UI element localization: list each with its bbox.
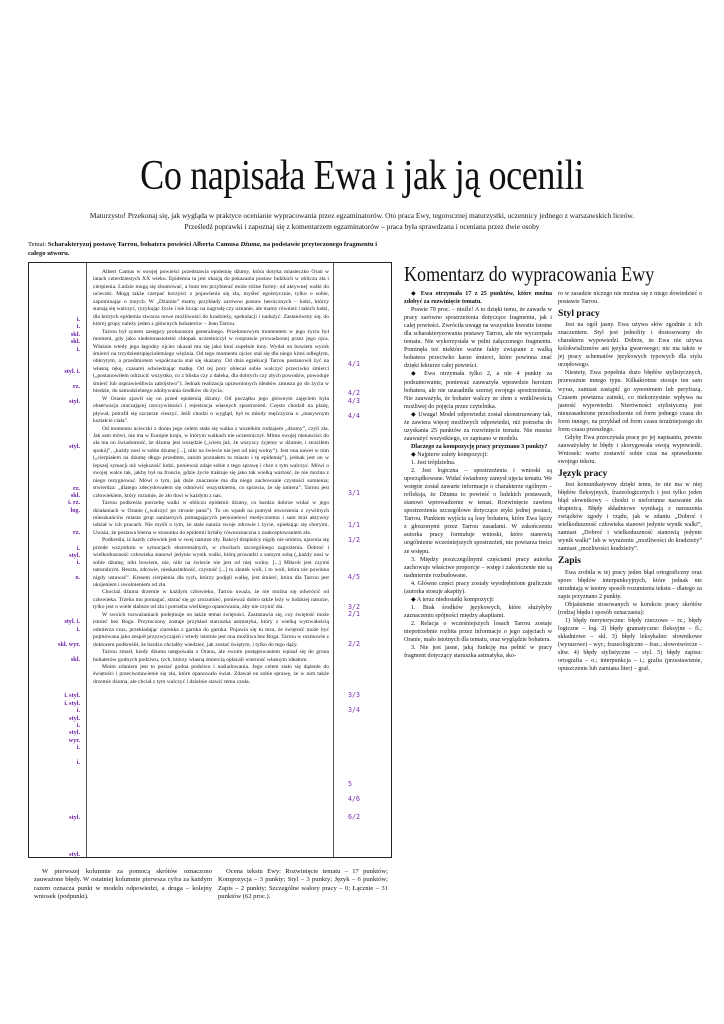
error-mark: i. (76, 545, 80, 552)
essay-paragraph: W Oranie zjawił się on przed epidemią dżumy. Od początku jego głównym zajęciem była obserwacja otaczającej rzeczywistości i rejestracja własnych spostrzeżeń. Często chodził na plażę, pływał, potrafił się szczerze cieszyć. Jeśli chodzi o wygląd, był to młody mężczyzna o „masywnym kształcie ciała”. (93, 395, 329, 425)
comment-paragraph: 1. Jest trójdzielna. (411, 459, 456, 466)
comment-paragraph: ◆ Ewa otrzymała 17 z 25 punktów, które można zdobyć za rozwinięcie tematu. (404, 291, 552, 306)
essay-topic (28, 240, 378, 258)
comment-paragraph: Jest komunikatywny dzięki temu, że nie ma w niej błędów fleksyjnych, frazeologicznych i jest tylko jeden błąd słownikowy – chodzi o nieforunne nazwanie zła drapieżcą. Błędy składniowe wynikają z naruszenia związków zgody i rządu, jak w zdaniu „Dobroć i wielkoduszność człowieka stanowi jedynie wynik walki”, zamiast „Dobroć i wielkoduszność stanowią jedynie wynik walki” lub w wyrażeniu „możliwości do kradzieży” zamiast „możliwości kradzieży”. (558, 482, 702, 553)
essay-paragraph: Chociaż dżuma drzemie w każdym człowieku, Tarrou uważa, że nie można się odwrócić od człowieka. Trzeba mu pomagać, starać się go zrozumieć, ponieważ dobro także leży w ludzkiej naturze, tylko jest o wiele słabsze od zła i potrzeba wielkiego opanowania, aby nie czynić zła. (93, 589, 329, 611)
error-mark: i. styl. (64, 700, 80, 707)
topic-book-title: Dżuma (240, 241, 260, 248)
essay-box (28, 262, 392, 858)
error-mark: styl. (69, 715, 80, 722)
error-mark: styl. (69, 814, 80, 821)
error-mark: rz. (72, 383, 80, 390)
comment-paragraph: Prawie 70 proc. – nieźle! A to dzięki temu, że zawarła w pracy zarówno spostrzeżenia dotyczące fragmentu, jak i całej powieści. Zwróciła uwagę na wszystkie kwestie istotne dla scharakteryzowania postawy Tarrou, ale nie wyczerpała tematu. Nie wykorzystała w pełni załączonego fragmentu. Pominęła też niektóre ważne fakty związane z walką bohatera przeciwko karze śmierci, które powinna znać dzięki lekturze całej powieści. (404, 307, 552, 370)
comment-paragraph: 2. Jest logiczna – spostrzeżenia i wnioski są uporządkowane. Widać świadomy zamysł ujęcia tematu. We wstępie został zawarte informacje o charakterze ogólnym – refleksja, że Dżuma to powieść o ludzkich postawach, stanowi wprowadzenie w temat. Rozwinięcie zawiera spostrzeżenia szczegółowe dotyczące etyki jednej postaci, Tarrou. Punktem wyjścia są losy bohatera, które Ewa łączy z głoszonymi przez Tarrou zasadami. W zakończeniu autorka pracy formułuje wnioski, które stanowią uogólnienie wcześniejszych spostrzeżeń, nie powtarza treści ze wstępu. (404, 468, 552, 555)
error-mark: i. (76, 744, 80, 751)
comment-heading: Zapis (558, 555, 581, 567)
error-mark: i. (76, 626, 80, 633)
score-summary: Ocena tekstu Ewy: Rozwinięcie tematu – 17 punktów; Kompozycja – 3 punkty; Styl – 3 punkty; Język – 6 punktów; Zapis – 2 punkty; Szczególne walory pracy – 0; Łącznie – 31 punktów (62 proc.). (218, 868, 388, 901)
error-marks-column (29, 263, 87, 857)
score-mark: 4/6 (348, 795, 360, 803)
comment-column-2 (558, 290, 702, 673)
score-mark: 4/2 (348, 389, 360, 397)
comment-column-1 (404, 290, 552, 660)
score-mark: 3/3 (348, 691, 360, 699)
score-mark: 3/1 (348, 489, 360, 497)
lead-line-2: Prześledź poprawki i zapoznaj się z komentarzem egzaminatorów – praca była sprawdzana i oceniana przez dwie osoby (184, 222, 540, 231)
comment-paragraph: 3. Nie jest jasne, jaką funkcję ma pełnić w pracy fragment dotyczący staruszka astmatyka, sko- (404, 645, 552, 660)
error-mark: i. (76, 559, 80, 566)
essay-paragraph: Tarrou był synem zastępcy prokuratora generalnego. Przełomowym momentem w jego życiu był moment, gdy jako siedemnastoletni chłopak uczestniczył w rozprawie prowadzonej przez jego ojca. Właśnie wtedy jego łagodny ojciec ukazał mu się jako ktoś zupełnie inny. Wydał on bowiem wyrok śmierci na trzydziestopięcioletniego więźnia. Od tego momentu ojciec stał się dla niego kimś odległym, obkrytym, a przedmiotem współczucia stał się skazany. Od dnia egzekucji Tarrou postanowił żyć na własną rękę, czasami odwiedzając matkę. Od tej pory obiecał sobie walczyć przeciwko śmierci („postanowiłem odrzucić wszystko, co z bliska czy z daleka, dla dobrych czy złych powodów, powoduje śmierć lub usprawiedliwia zabójstwo”). Jednak realizacja uprawnionych ideałów zmusza go do życia w biedzie, do samodzielnego zdobywania środków do życia. (93, 328, 329, 395)
error-mark: i. (76, 759, 80, 766)
lead-line-1: Maturzysto! Przekonaj się, jak wygląda w praktyce ocenianie wypracowania przez egzaminatorów. Oto praca Ewy, tegorocznej maturzystki, uczennicy jednego z warszawskich liceów. (89, 211, 635, 220)
error-mark: i. (76, 707, 80, 714)
error-mark: skł. (70, 338, 80, 345)
comment-paragraph: Jest na ogół jasny. Ewa używa słów zgodnie z ich znaczeniem. Styl jest jednolity i dostosowany do charakteru wypowiedzi. Dobrze, że Ewa nie używa kolokwializmów ani języka gwarowego; nie ma także w jej pracy schematów językowych typowych dla stylu urzędowego. (558, 322, 702, 369)
score-mark: 4/1 (348, 360, 360, 368)
error-mark: styl. (69, 443, 80, 450)
error-mark: i. styl. (64, 692, 80, 699)
score-mark: 4/4 (348, 412, 360, 420)
comment-paragraph: 3. Między poszczególnymi częściami pracy autorka zachowuje właściwe proporcje – wstęp i zakończenie nie są nadmiernie rozbudowane. (404, 556, 552, 579)
comment-paragraph: ro w zasadzie niczego nie można się z niego dowiedzieć o postawie Tarrou. (558, 291, 702, 306)
error-mark: styl. (69, 851, 80, 858)
score-mark: 1/1 (348, 521, 360, 529)
score-mark: 3/4 (348, 706, 360, 714)
topic-text: Scharakteryzuj postawę Tarrou, bohatera powieści Alberta Camusa (47, 241, 241, 248)
comment-paragraph: ◆ Uwaga! Model odpowiedzi został skonstruowany tak, że zawiera więcej możliwych odpowiedzi, niż potrzeba do uzyskania 25 punktów za rozwinięcie tematu. Nie musisz zauważyć wszystkiego, co zapisano w modelu. (404, 411, 552, 442)
error-mark: i. (76, 346, 80, 353)
essay-paragraph: Moim zdaniem jest to postać godna podziwu i naśladowania. Jego celem stało się dążenie do świętości i przeciwstawienie się złu, które opanowało świat. Zdawał on sobie sprawę, że w nim także drzemie dżuma, ale chciał z tym walczyć i dzielnie stawić temu czoła. (93, 664, 329, 685)
error-mark: i. (76, 323, 80, 330)
score-mark: 6/2 (348, 813, 360, 821)
comment-paragraph: Gdyby Ewa przeczytała pracę po jej napisaniu, pewnie zauważyłaby te błędy i skorygowała swoją wypowiedź. Wniosek: warto zostawić sobie czas na sprawdzenie swojego tekstu. (558, 434, 702, 465)
comment-title: Komentarz do wypracowania Ewy (404, 262, 655, 286)
error-mark: skł. (70, 492, 80, 499)
comment-paragraph: ◆ Najpierw zalety kompozycji: (411, 451, 488, 458)
error-mark: rz. (72, 485, 80, 492)
error-mark: rz. (72, 529, 80, 536)
comment-paragraph: 1) błędy merytoryczne: błędy rzeczowe – rz.; błędy logiczne – log. 2) błędy gramatyczne: fleksyjne – fl.; składniowe – skł. 3) błędy leksykalne: słownikowe (wyrazowe) – wyr.; frazeologiczne – fraz.; słowotwórcze – sltw. 4) błędy stylistyczne – styl. 5) błędy zapisu: ortografia – o.; interpunkcja – i.; grafia (przestawienie, opuszczenie lub zamiana liter) – graf. (558, 617, 702, 673)
error-mark: skł. wyr. (58, 641, 80, 648)
topic-tail: , na podstawie przytoczonego fragmentu i całego utworu. (28, 241, 378, 257)
comment-paragraph: ◆ Ewa otrzymała tylko 2, a nie 4 punkty za podsumowanie, ponieważ zauważyła wprawdzie heroizm bohatera, ale nie uzasadniła szerzej swojego spostrzeżenia. Nie zauważyła, że bohater walczy ze złem z wnikliwością możliwej do pojęcia przez czytelnika. (404, 371, 552, 410)
score-mark: 5 (348, 780, 352, 788)
error-mark: i. (76, 316, 80, 323)
legend-note: W pierwszej kolumnie za pomocą skrótów oznaczono zauważone błędy. W ostatniej kolumnie pierwsza cyfra za każdym razem oznacza punkt w modelu odpowiedzi, a druga – kolejny wniosek (podpunkt). (34, 868, 212, 901)
error-mark: styl. i. (64, 618, 80, 625)
comment-paragraph: 1. Brak środków językowych, które służyłyby zaznaczeniu spójności między akapitami. (404, 604, 552, 619)
comment-paragraph: Dlaczego za kompozycję pracy przyznano 3 punkty? (411, 443, 548, 450)
comment-paragraph: Objaśnienie stosowanych w korekcie pracy skrótów (rodzaj błędu i sposób oznaczania): (558, 601, 702, 616)
error-mark: i. (76, 722, 80, 729)
comment-paragraph: ◆ A teraz niedostatki kompozycji: (411, 596, 495, 603)
essay-paragraph: W swoich rozważaniach podejmuje on także temat świętości. Zastanawia się, czy świętość może istnieć bez Boga. Przytoczony zostaje przykład staruszka astmatyka, który z wielką wytrwałością odmierza czas, przekładając ziarenka z garnka do garnka. Pojawia się tu teza, że świętość może być pojmowana jako zespół przyzwyczajeń i wtedy istotnie jest ona możliwa bez Boga. Tarrou w rozmowie z doktorem podkreślił, że bardzo chciałby wiedzieć, jak zostać świętym, i tylko do tego dąży. (93, 611, 329, 648)
comment-heading: Język pracy (558, 467, 608, 479)
score-mark: 2/1 (348, 610, 360, 618)
error-mark: styl. (69, 398, 80, 405)
error-mark: styl. (69, 552, 80, 559)
essay-paragraph: Tarrou podkreśla potrzebę walki w obliczu epidemii dżumy, co bardzo dobrze widać w jego działaniach w Oranie („walczyć po stronie pana”). To on wpadł na pomysł stworzenia z cywilnych mieszkańców miasta grup sanitarnych pomagających personelowi medycznemu i sam brał aktywny udział w ich pracach. Nie myśli o tym, że stale naraża swoje zdrowie i życie, opiekując się chorymi. Uważa, że postawa biernа w stosunku do epidemii byłaby równoznaczna z zaakceptowaniem zła. (93, 500, 329, 536)
score-mark: 2/2 (348, 640, 360, 648)
score-mark: 1/2 (348, 536, 360, 544)
essay-paragraph: Od momentu ucieczki z domu jego celem stała się walka z wszelkim rodzajem „dżumy”, czyli zła. Jak sam mówi, nie ma w Europie kraju, w którym walkach nie uczestniczył. Mimo swojej nienawiści do zła ma on świadomość, że dżuma jest wszędzie („wiem już, że wszyscy żyjemy w dżumie, i straciłem spokój”, „każdy nosi w sobie dżumę [...], nikt na świecie nie jest od niej wolny”). Jest ona nawet w nim („cierpiałem na dżumę długo przedtem, zanim poznałem to miasto i tę epidemię”), jednak jest on w lepszej sytuacji niż większość ludzi, ponieważ zdaje sobie z tego sprawę i chce z tym walczyć. Mówi o swojej walce tak, jakby był na froncie, gdzie życie traktuje się jako tak wielką wartość, że nie można z niego rezygnować. Mówi o tym, jak duże znaczenie ma dla niego zachowanie czystości sumienia; stwierdza: „dlatego zdecydowałem się odmówić wszystkiemu, co sprawia, że się umiera”. Tarrou jest człowiekiem, który rozumie, że zło tkwi w każdym z nas. (93, 425, 329, 499)
topic-label: Temat: (28, 241, 48, 248)
error-mark: wyr. (68, 737, 80, 744)
comment-paragraph: Ewa zrobiła w tej pracy jeden błąd ortograficzny oraz sporo błędów interpunkcyjnych, które jednak nie utrudniają w istotny sposób rozumienia tekstu – dlatego za zapis przyznano 2 punkty. (558, 569, 702, 600)
score-mark: 4/3 (348, 397, 360, 405)
essay-paragraph: Albert Camus w swojej powieści przedstawia epidemię dżumy, która dotyka miasteczko Oran w latach czterdziestych XX wieku. Epidemia ta jest okazją do pokazania postaw ludzkich w obliczu zła i cierpienia. Ludzie mogą się zbuntować, a bunt ten przybierać może różne formy: od aktywnej walki do ucieczki. Mogą także czerpać korzyści z pojawienia się zła, myśleć egoistycznie, tylko o sobie, zapominając o innych. W „Dżumie” mamy przykłady zarówno postaw heroicznych – ludzi, którzy starają się walczyć, ryzykując życie i nie licząc na nagrodę czy uznanie, ale mamy również i takich ludzi, dla których epidemia stwarza nowe możliwości do kradzieży, spekulacji i nadużyć. Zastanówmy się, do której grupy należy jeden z głównych bohaterów – Jean Tarrou. (93, 269, 329, 328)
essay-paragraph: Tarrou zmarł, kiedy dżuma ustępowała z Oranu, ale swoim postępowaniem wpisał się do grona bohaterów godnych podziwu, tych, którzy własną śmiercią opłacali wierność własnym ideałom. (93, 649, 329, 663)
comment-heading: Styl pracy (558, 308, 600, 320)
score-marks-column (333, 263, 391, 857)
score-mark: 4/5 (348, 573, 360, 581)
error-mark: skł. (70, 331, 80, 338)
score-mark: 3/2 (348, 603, 360, 611)
error-mark: styl. (69, 729, 80, 736)
comment-paragraph: 2. Relacja o wcześniejszych losach Tarrou zostaje niepotrzebnie rozbita przez informacje o jego zajęciach w Oranie, mało istotnych dla tematu, oraz wyglądzie bohatera. (404, 620, 552, 644)
error-mark: log. (70, 507, 80, 514)
comment-paragraph: Niestety, Ewa popełnia dużo błędów stylistycznych, przeważnie innego typu. Kilkakrotnie stosuje ten sam wyraz, zamiast zastąpić go synonimem lub peryfrazą. Czasem powtarza zaimki, co niekorzystnie wpływa na jasność wypowiedzi. Nierówności stylistyczną jest nieuzasadnione przechodzenie od form jednego czasu do form innego, na przykład od form czasu teraźniejszego do form czasu przeszłego. (558, 370, 702, 433)
essay-paragraph: Podkreśla, iż każdy człowiek jest w swej naturze zły. Bakcyl drapieżcy nigdy nie umiera, ujawnia się przede wszystkim w sytuacjach ekstremalnych, w chwilach szczególnego zagrożenia. Dobroć i wielkoduszność człowieka stanowi jedynie wynik walki, którą prowadzi z samym sobą („każdy nosi w sobie dżumę, nikt bowiem, nie, nikt na świecie nie jest od niej wolny. [...] Mikrob jest czymś naturalnym. Reszta, zdrowie, nieskazitelność, czystość [...] to skutek woli, i to woli, która nie powinna nigdy ustawać”. Kresem cierpienia dla tych, którzy podjęli walkę, jest śmierć, która dla Tarrou jest ukojeniem i uwolnieniem od zła. (93, 537, 329, 589)
error-mark: i. rz. (68, 499, 80, 506)
error-mark: o. (75, 574, 80, 581)
lead-text (60, 210, 664, 232)
error-mark: styl. i. (64, 368, 80, 375)
error-mark: skł. (70, 656, 80, 663)
comment-paragraph: 4. Główne części pracy zostały wyodrębnione graficznie (autorka stosuje akapity). (404, 580, 552, 595)
page-title: Co napisała Ewa i jak ją ocenili (140, 153, 584, 199)
essay-text (93, 269, 329, 686)
